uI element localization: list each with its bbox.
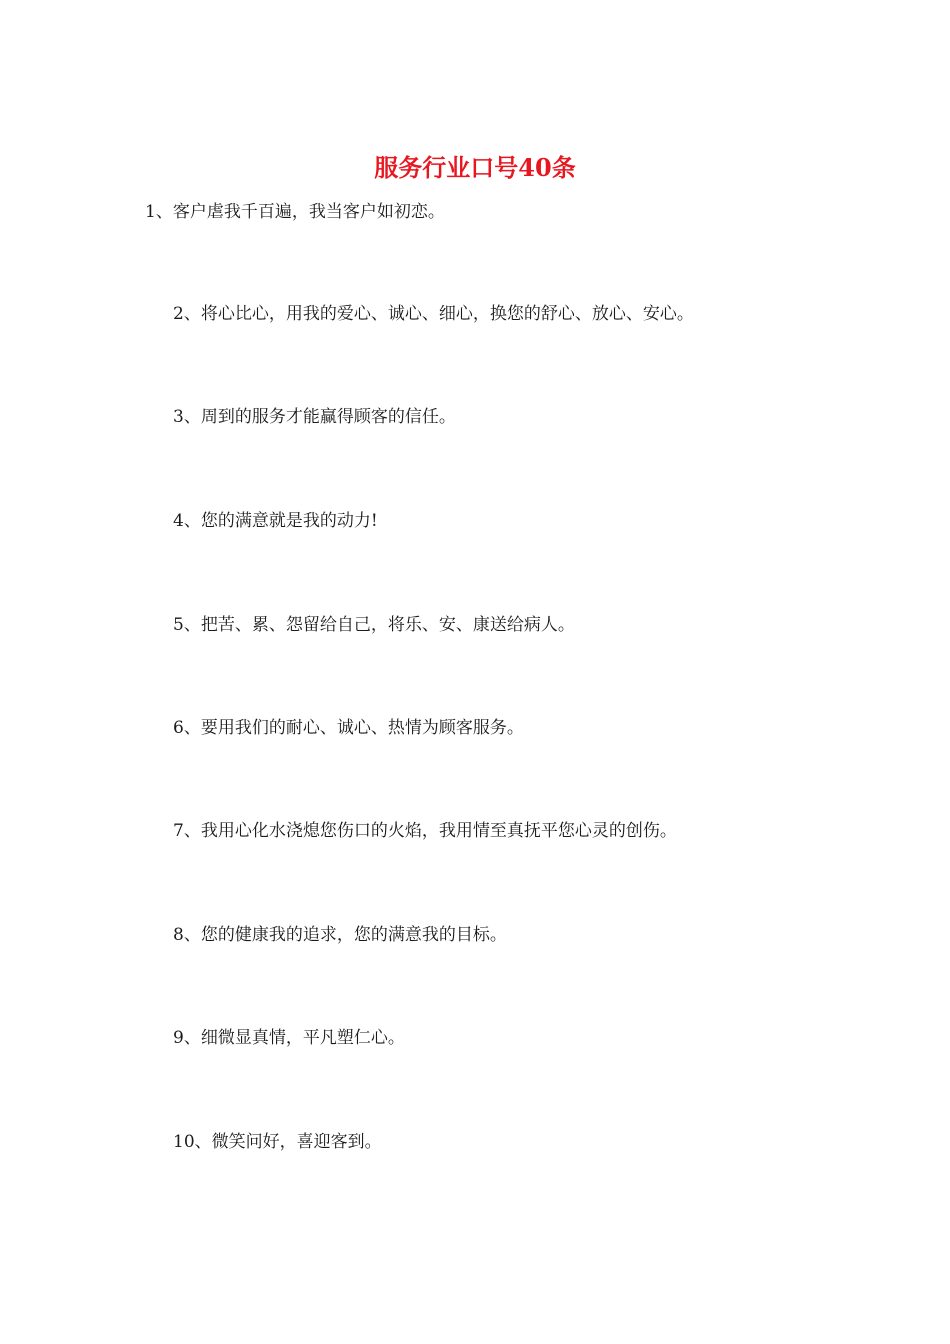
slogan-item-6: 6、要用我们的耐心、诚心、热情为顾客服务。 bbox=[173, 718, 524, 738]
slogan-item-5: 5、把苦、累、怨留给自己，将乐、安、康送给病人。 bbox=[173, 615, 575, 635]
slogan-item-4: 4、您的满意就是我的动力! bbox=[173, 511, 378, 531]
slogan-item-3: 3、周到的服务才能赢得顾客的信任。 bbox=[173, 407, 456, 427]
slogan-item-2: 2、将心比心，用我的爱心、诚心、细心，换您的舒心、放心、安心。 bbox=[173, 304, 694, 324]
slogan-item-10: 10、微笑问好，喜迎客到。 bbox=[173, 1132, 382, 1152]
slogan-item-8: 8、您的健康我的追求，您的满意我的目标。 bbox=[173, 925, 507, 945]
slogan-item-1: 1、客户虐我千百遍，我当客户如初恋。 bbox=[145, 202, 445, 222]
slogan-item-9: 9、细微显真情，平凡塑仁心。 bbox=[173, 1028, 405, 1048]
document-title: 服务行业口号40条 bbox=[374, 153, 576, 182]
slogan-item-7: 7、我用心化水浇熄您伤口的火焰，我用情至真抚平您心灵的创伤。 bbox=[173, 821, 677, 841]
